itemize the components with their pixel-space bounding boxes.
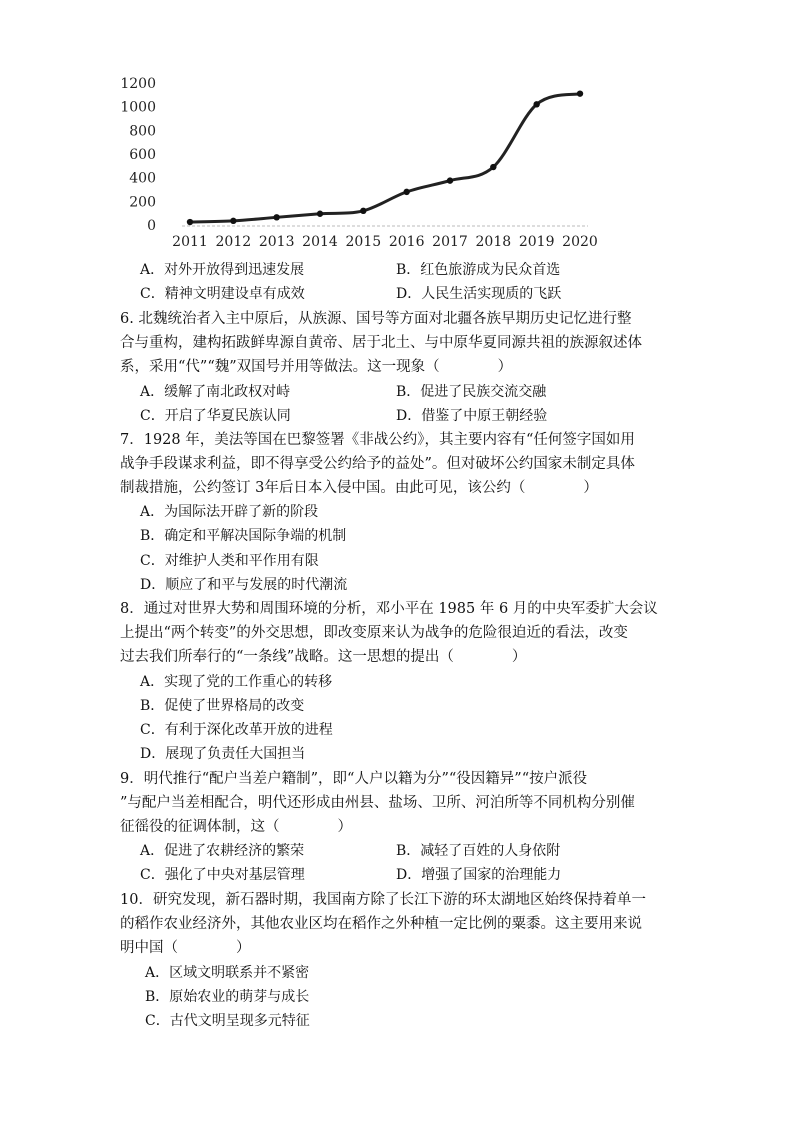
q6-stem-line-1: 6. 北魏统治者入主中原后，从族源、国号等方面对北疆各族早期历史记忆进行整	[120, 311, 632, 327]
q9-stem-line-3: 征徭役的征调体制，这（ ）	[120, 819, 352, 835]
q6-stem-line-3: 系，采用“代”“魏”双国号并用等做法。这一现象（ ）	[120, 359, 513, 375]
q5-option-b: B．红色旅游成为民众首选	[396, 262, 561, 278]
x-tick-label: 2014	[302, 234, 338, 250]
q7-stem-line-1: 7．1928 年，美法等国在巴黎签署《非战公约》，其主要内容有“任何签字国如用	[120, 432, 635, 448]
q7-option-d: D．顺应了和平与发展的时代潮流	[140, 577, 348, 593]
q5-option-d: D．人民生活实现质的飞跃	[396, 286, 562, 302]
q9-option-c: C．强化了中央对基层管理	[140, 867, 305, 883]
q9-option-b: B．减轻了百姓的人身依附	[396, 843, 561, 859]
q7-option-c: C．对维护人类和平作用有限	[140, 553, 319, 569]
y-tick-label: 800	[129, 123, 156, 140]
data-point	[490, 164, 496, 170]
q10-stem-line-1: 10．研究发现，新石器时期，我国南方除了长江下游的环太湖地区始终保持着单一	[120, 892, 646, 908]
q9-stem-line-1: 9．明代推行“配户当差户籍制”，即“人户以籍为分”“役因籍异”“按户派役	[120, 771, 588, 787]
line-chart	[120, 70, 600, 255]
q9-option-d: D．增强了国家的治理能力	[396, 867, 562, 883]
data-point	[360, 208, 366, 214]
x-tick-label: 2012	[215, 234, 252, 250]
data-point	[317, 211, 323, 217]
q10-option-a: A．区域文明联系并不紧密	[145, 965, 310, 981]
x-tick-label: 2011	[172, 234, 208, 250]
x-tick-label: 2017	[432, 234, 468, 250]
q8-stem-line-3: 过去我们所奉行的“一条线”战略。这一思想的提出（ ）	[120, 649, 527, 665]
q6-option-d: D．借鉴了中原王朝经验	[396, 408, 548, 424]
q10-stem-line-2: 的稻作农业经济外，其他农业区均在稻作之外种植一定比例的粟黍。这主要用来说	[120, 916, 642, 932]
q5-option-a: A．对外开放得到迅速发展	[140, 262, 305, 278]
q6-option-a: A．缓解了南北政权对峙	[140, 384, 291, 400]
q9-option-a: A．促进了农耕经济的繁荣	[140, 843, 305, 859]
y-tick-label: 400	[129, 170, 156, 187]
q8-option-d: D．展现了负责任大国担当	[140, 746, 306, 762]
x-tick-label: 2019	[518, 234, 555, 250]
y-tick-label: 600	[129, 147, 156, 163]
q8-option-c: C．有利于深化改革开放的进程	[140, 722, 333, 738]
q6-stem-line-2: 合与重构，建构拓跋鲜卑源自黄帝、居于北土、与中原华夏同源共祖的族源叙述体	[120, 335, 642, 351]
q8-stem-line-2: 上提出“两个转变”的外交思想，即改变原来认为战争的危险很迫近的看法，改变	[120, 625, 628, 641]
q8-stem-line-1: 8．通过对世界大势和周围环境的分析，邓小平在 1985 年 6 月的中央军委扩大会议	[120, 601, 658, 617]
x-tick-label: 2018	[475, 234, 512, 250]
q6-option-b: B．促进了民族交流交融	[396, 384, 547, 400]
x-tick-label: 2016	[388, 234, 425, 250]
y-tick-label: 0	[147, 218, 156, 234]
x-tick-label: 2015	[345, 234, 382, 250]
data-point	[403, 189, 409, 195]
data-point	[230, 218, 236, 224]
data-point	[273, 214, 279, 220]
data-point	[533, 101, 539, 107]
q7-option-a: A．为国际法开辟了新的阶段	[140, 504, 319, 520]
data-point	[187, 219, 193, 225]
q8-option-a: A．实现了党的工作重心的转移	[140, 674, 333, 690]
q10-stem-line-3: 明中国（ ）	[120, 940, 251, 956]
y-tick-label: 1200	[120, 76, 156, 92]
y-tick-label: 1000	[120, 99, 156, 116]
q10-option-c: C．古代文明呈现多元特征	[145, 1013, 310, 1029]
x-tick-label: 2013	[258, 234, 295, 250]
y-tick-label: 200	[129, 194, 156, 211]
q8-option-b: B．促使了世界格局的改变	[140, 698, 305, 714]
q9-stem-line-2: ”与配户当差相配合，明代还形成由州县、盐场、卫所、河泊所等不同机构分别催	[120, 795, 635, 811]
data-point	[447, 177, 453, 183]
q7-option-b: B．确定和平解决国际争端的机制	[140, 528, 347, 544]
q7-stem-line-3: 制裁措施，公约签订 3年后日本入侵中国。由此可见，该公约（ ）	[120, 480, 598, 496]
q5-option-c: C．精神文明建设卓有成效	[140, 286, 305, 302]
x-tick-label: 2020	[562, 234, 598, 250]
data-point	[577, 90, 583, 96]
q6-option-c: C．开启了华夏民族认同	[140, 408, 291, 424]
series-line	[190, 94, 580, 222]
q10-option-b: B．原始农业的萌芽与成长	[145, 989, 310, 1005]
q7-stem-line-2: 战争手段谋求利益，即不得享受公约给予的益处”。但对破坏公约国家未制定具体	[120, 456, 635, 472]
